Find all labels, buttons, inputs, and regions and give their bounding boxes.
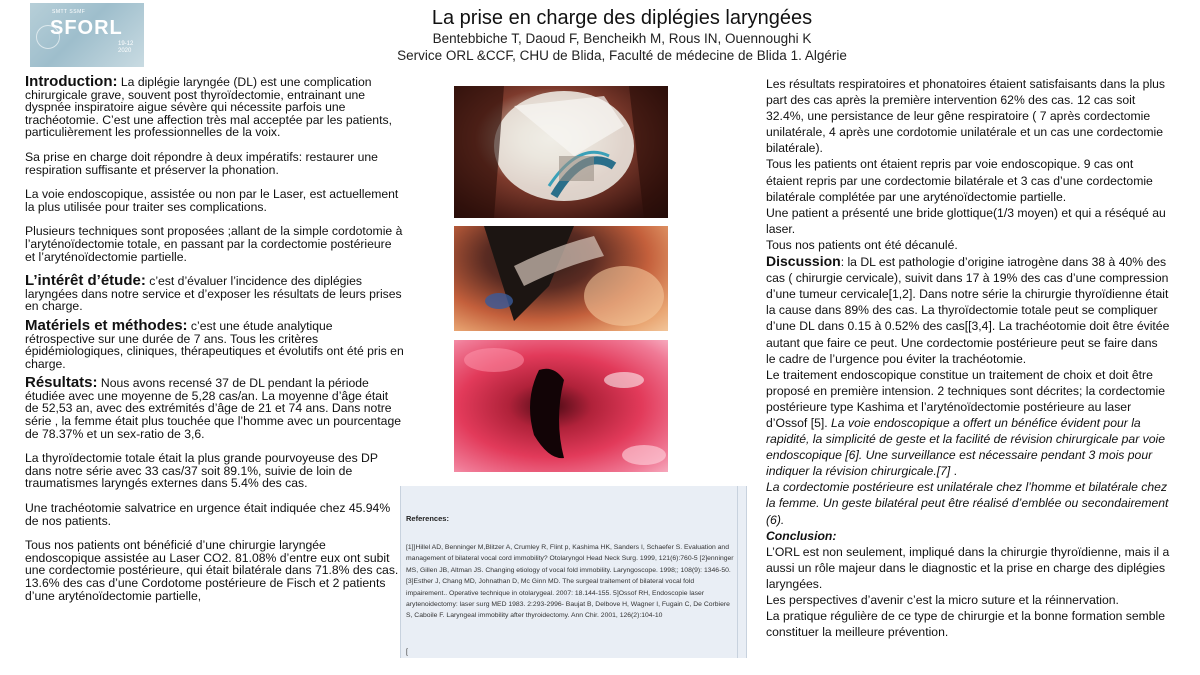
logo-line1: SMTT SSMF	[52, 9, 86, 15]
right-paragraph-1: Les résultats respiratoires et phonatoires étaient satisfaisants dans la plus part des cas après la première intervention 62% des cas. 12 cas soit 32.4%, une persistance de leur gêne respiratoire ( 7 après cordectomie unilatérale, 4 après une cordotomie unilatérale et un cas une cordectomie bilatérale).	[766, 77, 1166, 156]
right-column	[766, 76, 1170, 640]
conclusion-paragraph-2: Les perspectives d’avenir c’est la micro suture et la réinnervation.	[766, 593, 1119, 607]
references-divider	[737, 486, 738, 658]
thyroidectomie-paragraph: La thyroïdectomie totale était la plus grande pourvoyeuse des DP dans notre série avec 33 cas/37 soit 89.1%, suivie de loin de traumatismes laryngés externes dans 5.4% des cas.	[25, 451, 378, 491]
references-body: [1]]Hillel AD, Benninger M,Blitzer A, Crumley R, Flint p, Kashima HK, Sanders I, Schaefer S. Evaluation and management of bilateral vocal cord immobility? Otolaryngol Head Neck Surg. 1999, 121(6):760-5 [2]enninger MS, Gillen JB, Altman JS. Changing etiology of vocal fold immobility. Laryngoscope. 1998;; 108(9): 1346-50. [3]Esther J, Chang MD, Johnathan D, Mc Ginn MD. The surgeal traitement of bilateral vocal fold impairement.. Operative technique in otolarygeal. 2007: 18.144-155. 5]Ossof RH, Endoscopie laser arytenoidectomy: laser surg MED 1983. 2:293-2996- Baujat B, Delbove H, Wagner I, Fugain C, De Corbiere S, Caboile F. Laryngeal immobility after thyroidectomy. Ann Chir. 2001, 126(2):104-10	[406, 544, 734, 620]
endoscopy-photo-1	[454, 86, 668, 218]
poster-header	[300, 6, 944, 64]
discussion-paragraph: Discussion: la DL est pathologie d’origine iatrogène dans 38 à 40% des cas ( chirurgie cervicale), suivit dans 17 à 19% des cas d’une compression d’une tumeur cervicale[1,2]. Dans notre série la chirurgie thyroïdienne était la cause dans 89% des cas. La thyroïdectomie totale peut se compliquer d’une DL dans 0.15 à 0.52% des cas[[3,4]. La trachéotomie doit être évitée autant que faire ce peut. Une cordectomie postérieure peut se faire dans le cadre de l’urgence pou éviter la trachéotomie.	[766, 253, 1170, 366]
references-title: References:	[406, 514, 449, 523]
resultats-paragraph: Résultats: Nous avons recensé 37 de DL pendant la période étudiée avec une moyenne de 5,28 cas/an. La moyenne d’âge était de 52,53 an, avec des extrémités d’âge de 21 et 74 ans. Dans notre série , la femme était plus touchée que l’homme avec un pourcentage de 78.37% et un sex-ratio de 3,6.	[25, 374, 401, 441]
chirurgie-paragraph: Tous nos patients ont bénéficié d’une chirurgie laryngée endoscopique assistée au Laser CO2. 81.08% d’entre eux ont subit une cordectomie postérieure, qui était bilatérale dans 71.8% des cas. 13.6% des cas d’une Cordotome postérieure de Fisch et 2 patients d’une aryténoïdectomie partielle,	[25, 538, 399, 603]
poster-title: La prise en charge des diplégies laryngées	[431, 7, 813, 29]
resultats-heading: Résultats:	[25, 374, 98, 392]
logo-year: 2020	[118, 48, 132, 54]
glottis-postop-image	[454, 226, 668, 331]
interet-paragraph: L’intérêt d’étude: c’est d’évaluer l’incidence des diplégies laryngées dans notre service et d’exposer les résultats de leurs prises en charge.	[25, 272, 402, 314]
endoscopy-photo-2	[454, 226, 668, 331]
conclusion-heading: Conclusion:	[766, 528, 837, 543]
introduction-paragraph: Introduction: La diplégie laryngée (DL) est une complication chirurgicale grave, souvent post thyroïdectomie, entrainant une dyspnée inspiratoire aigue sévère qui nécessite parfois une trachéotomie. C’est une affection très mal acceptée par les patients, particulièrement les professionnelles de la voix.	[25, 73, 392, 140]
right-paragraph-3: Une patient a présenté une bride glottique(1/3 moyen) et qui a réséqué au laser.	[766, 205, 1166, 236]
logo-dates: 19-12 2020	[118, 41, 134, 54]
conclusion-paragraph-3: La pratique régulière de ce type de chirurgie et la bonne formation semble constituer la meilleure prévention.	[766, 609, 1166, 640]
affiliation: Service ORL &CCF, CHU de Blida, Faculté de médecine de Blida 1. Algérie	[397, 48, 847, 63]
left-column	[25, 73, 405, 614]
left-paragraph-2: Sa prise en charge doit répondre à deux impératifs: restaurer une respiration suffisante et préserver la phonation.	[25, 149, 378, 177]
discussion-heading: Discussion	[766, 253, 841, 270]
tracheotomie-paragraph: Une trachéotomie salvatrice en urgence était indiquée chez 45.94% de nos patients.	[25, 501, 391, 528]
introduction-heading: Introduction:	[25, 73, 118, 90]
interet-heading: L’intérêt d’étude:	[25, 272, 146, 290]
authors: Bentebbiche T, Daoud F, Bencheikh M, Rous IN, Ouennoughi K	[432, 31, 812, 46]
references-box	[400, 486, 747, 658]
right-paragraph-4: Tous nos patients ont été décanulé.	[766, 237, 958, 252]
left-paragraph-3: La voie endoscopique, assistée ou non par le Laser, est actuellement la plus utilisée pour traiter ses complications.	[25, 187, 399, 214]
references-trailing: [	[406, 649, 408, 656]
glottis-open-image	[454, 340, 668, 472]
logo-name: SFORL	[50, 17, 123, 39]
laryngeal-stent-image	[454, 86, 668, 218]
methodes-paragraph: Matériels et méthodes: c’est une étude analytique rétrospective sur une durée de 7 ans. Tous les critères épidémiologiques, cliniques, thérapeutiques et évolutifs ont été pris en charge.	[25, 316, 404, 371]
cordectomie-paragraph: La cordectomie postérieure est unilatérale chez l’homme et bilatérale chez la femme. Un geste bilatéral peut être réalisé d’emblée ou secondairement (6).	[766, 480, 1169, 527]
methodes-heading: Matériels et méthodes:	[25, 316, 188, 334]
right-paragraph-2: Tous les patients ont étaient repris par voie endoscopique. 9 cas ont étaient repris par une cordectomie bilatérale et 3 cas d’une cordectomie bilatérale complétée par une aryténoïdectomie partielle.	[766, 157, 1153, 204]
endoscopy-photo-3	[454, 340, 668, 472]
left-paragraph-4: Plusieurs techniques sont proposées ;allant de la simple cordotomie à l’aryténoïdectomie totale, en passant par la cordectomie postérieure et l’aryténoïdectomie partielle.	[25, 224, 403, 264]
traitement-paragraph: Le traitement endoscopique constitue un traitement de choix et doit être proposé en première intension. 2 techniques sont décrites; la cordectomie postérieure type Kashima et l’aryténoïdectomie postérieure au laser d’Ossof [5]. La voie endoscopique a offert un bénéfice évident pour la rapidité, la simplicité de geste et la facilité de révision chirurgicale par voie endoscopique [6]. Une surveillance est nécessaire pendant 3 mois pour indiquer la révision chirurgicale.[7] .	[766, 367, 1166, 479]
conclusion-paragraph-1: L’ORL est non seulement, impliqué dans la chirurgie thyroïdienne, mais il a aussi un rôle majeur dans le diagnostic et la prise en charge des diplégies laryngées.	[766, 544, 1170, 591]
congress-logo	[30, 3, 144, 67]
